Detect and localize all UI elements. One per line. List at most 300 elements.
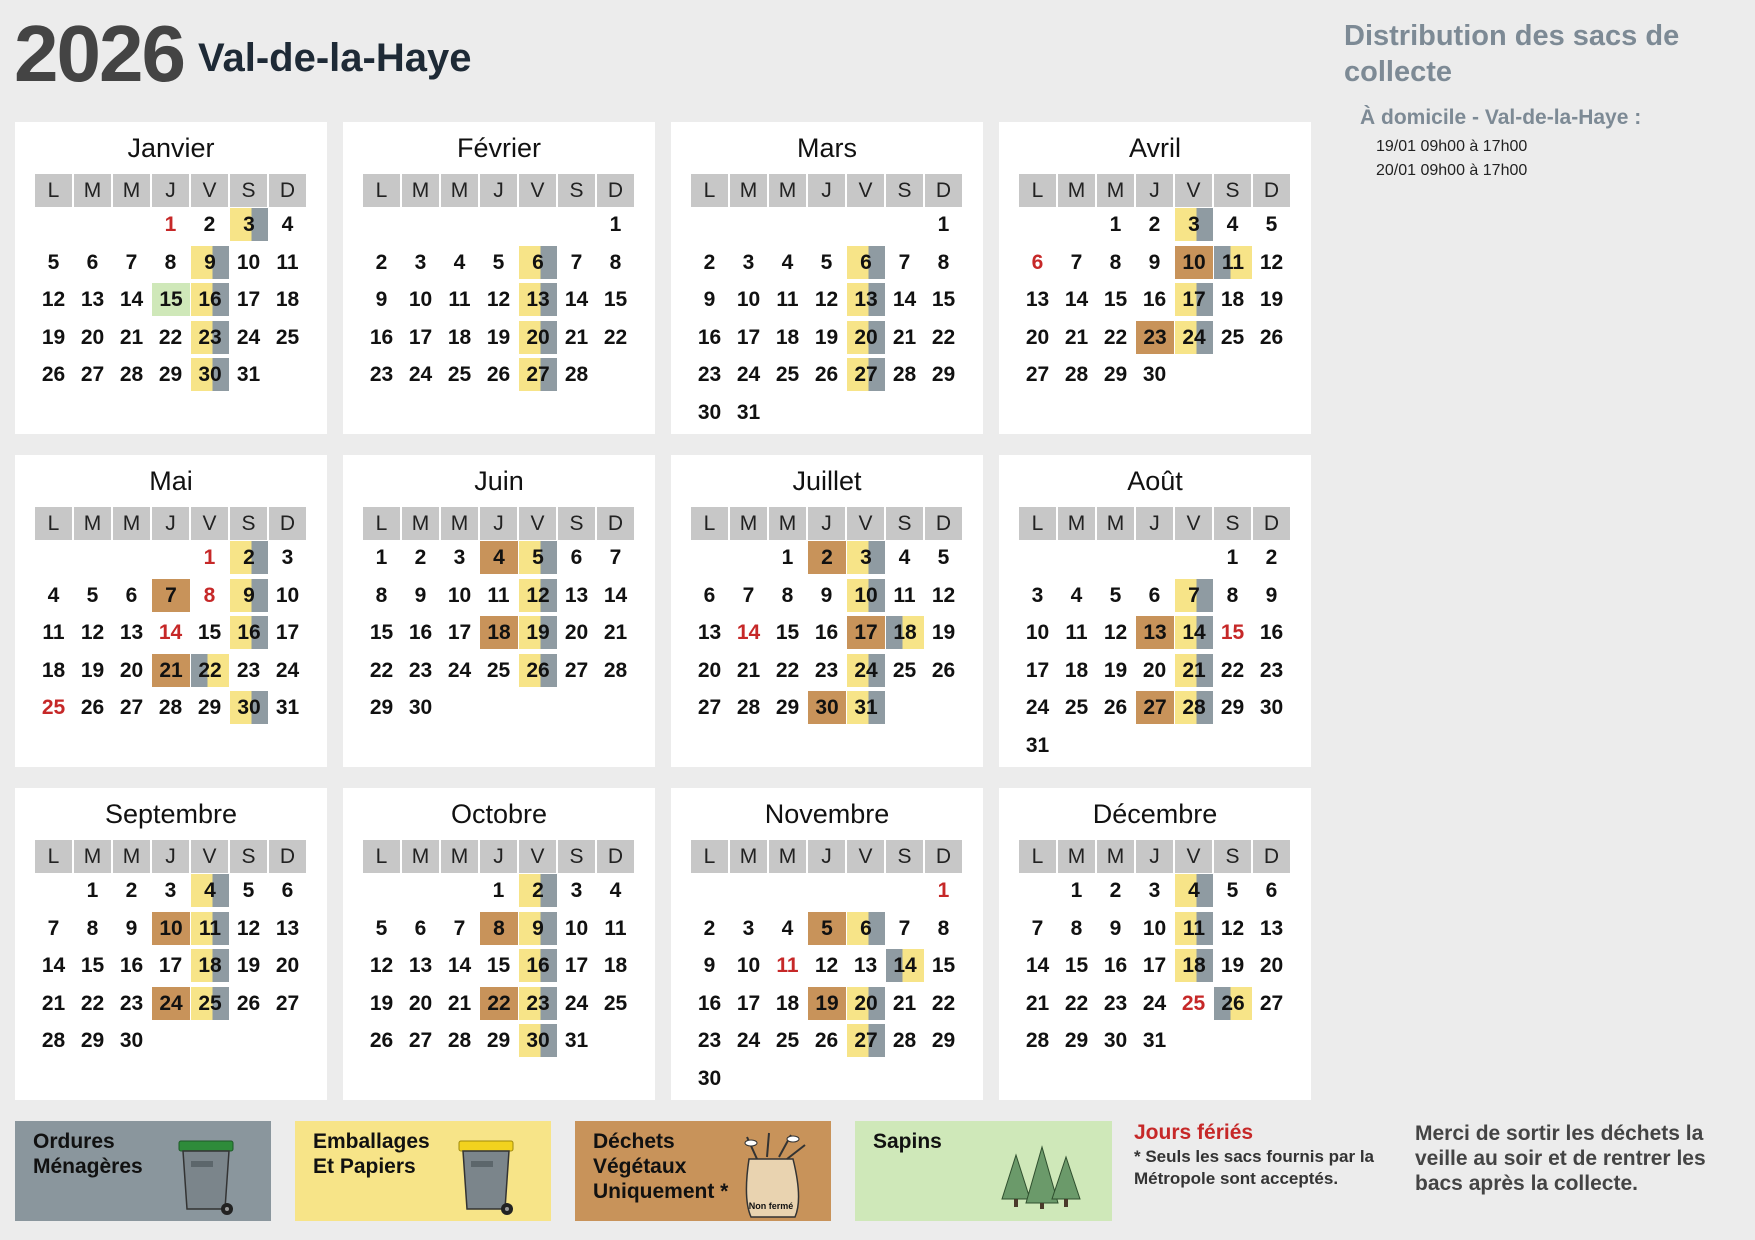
weekday-header: S	[886, 174, 923, 207]
day-cell: 27	[564, 658, 589, 682]
day-cell: 15	[931, 288, 956, 311]
day-cell: 17	[236, 288, 261, 311]
month-10	[343, 788, 655, 1100]
day-cell: 23	[408, 658, 433, 682]
day-cell: 23	[1103, 991, 1128, 1015]
day-cell: 27	[1136, 691, 1174, 724]
footer-note: Merci de sortir les déchets la veille au soir et de rentrer les bacs après la collecte.	[1415, 1122, 1706, 1195]
weekday-header: L	[363, 174, 400, 207]
day-cell: 29	[158, 363, 183, 386]
day-cell: 5	[242, 879, 255, 902]
day-cell: 5	[1226, 879, 1239, 902]
day-cell: 3	[1175, 208, 1213, 241]
day-cell: 22	[480, 987, 518, 1020]
day-cell: 30	[1142, 363, 1167, 386]
day-cell: 4	[453, 250, 466, 274]
day-cell: 20	[847, 321, 885, 354]
day-cell: 11	[776, 954, 799, 977]
day-cell: 1	[781, 546, 794, 569]
day-cell: 13	[408, 954, 433, 977]
day-cell: 17	[1175, 283, 1213, 316]
weekday-header: V	[519, 174, 556, 207]
day-cell: 29	[486, 1029, 511, 1052]
day-cell: 24	[847, 654, 885, 687]
weekday-header: L	[691, 507, 728, 540]
day-cell: 18	[1175, 949, 1213, 982]
day-cell: 5	[937, 546, 950, 569]
day-cell: 28	[892, 363, 917, 386]
day-cell: 30	[408, 696, 433, 719]
day-cell: 20	[119, 658, 144, 682]
day-cell: 3	[453, 546, 466, 569]
day-cell: 18	[480, 616, 518, 649]
day-cell: 21	[603, 621, 628, 644]
weekday-header: M	[74, 174, 111, 207]
day-cell: 1	[937, 879, 950, 902]
day-cell: 3	[414, 250, 427, 274]
day-cell: 16	[1259, 621, 1284, 644]
day-cell: 23	[697, 363, 722, 386]
weekday-header: M	[113, 174, 150, 207]
day-cell: 23	[519, 987, 557, 1020]
day-cell: 19	[1103, 658, 1128, 682]
weekday-header: D	[1253, 174, 1290, 207]
day-cell: 28	[158, 696, 183, 719]
day-cell: 19	[486, 325, 511, 349]
weekday-header: M	[113, 840, 150, 873]
weekday-header: J	[480, 507, 517, 540]
legend-ordures-menageres	[15, 1121, 271, 1221]
day-cell: 20	[80, 325, 105, 349]
weekday-header: M	[769, 507, 806, 540]
weekday-header: J	[1136, 174, 1173, 207]
day-cell: 19	[1220, 954, 1245, 977]
weekday-header: V	[1175, 507, 1212, 540]
weekday-header: S	[230, 174, 267, 207]
day-cell: 8	[609, 250, 622, 274]
day-cell: 18	[1220, 288, 1245, 311]
day-cell: 22	[80, 991, 105, 1015]
month-name: Mai	[149, 466, 193, 496]
day-cell: 1	[492, 879, 505, 902]
weekday-header: S	[886, 840, 923, 873]
day-cell: 15	[369, 621, 394, 644]
weekday-header: M	[730, 174, 767, 207]
day-cell: 15	[1103, 288, 1128, 311]
day-cell: 6	[1148, 583, 1161, 607]
day-cell: 20	[408, 991, 433, 1015]
weekday-header: J	[480, 840, 517, 873]
day-cell: 15	[197, 621, 222, 644]
day-cell: 18	[775, 325, 800, 349]
day-cell: 19	[80, 658, 105, 682]
day-cell: 2	[203, 213, 216, 236]
weekday-header: M	[1097, 174, 1134, 207]
day-cell: 29	[775, 696, 800, 719]
month-name: Juillet	[792, 466, 862, 496]
day-cell: 28	[736, 696, 761, 719]
weekday-header: V	[847, 507, 884, 540]
month-7	[671, 455, 983, 767]
day-cell: 14	[41, 954, 66, 977]
weekday-header: L	[35, 507, 72, 540]
weekday-header: M	[769, 174, 806, 207]
weekday-header: M	[1058, 174, 1095, 207]
day-cell: 1	[937, 213, 950, 236]
day-cell: 25	[775, 1029, 800, 1052]
weekday-header: M	[1097, 840, 1134, 873]
day-cell: 31	[1025, 733, 1050, 757]
month-12	[999, 788, 1311, 1100]
distribution-slot: 19/01 09h00 à 17h00	[1376, 138, 1528, 155]
day-cell: 23	[119, 991, 144, 1015]
day-cell: 29	[1220, 696, 1245, 719]
weekday-header: M	[1058, 507, 1095, 540]
day-cell: 6	[847, 246, 885, 279]
day-cell: 10	[1175, 246, 1213, 279]
day-cell: 24	[236, 325, 261, 349]
day-cell: 14	[119, 288, 144, 311]
day-cell: 29	[1064, 1029, 1089, 1052]
day-cell: 1	[1226, 546, 1239, 569]
day-cell: 18	[275, 288, 300, 311]
day-cell: 5	[492, 250, 505, 274]
day-cell: 11	[448, 288, 471, 311]
day-cell: 5	[808, 912, 846, 945]
day-cell: 22	[1064, 991, 1089, 1015]
legend-label: Ordures Ménagères	[33, 1130, 143, 1178]
day-cell: 27	[275, 991, 300, 1015]
month-4	[999, 122, 1311, 434]
day-cell: 2	[808, 541, 846, 574]
day-cell: 18	[775, 991, 800, 1015]
day-cell: 8	[375, 583, 388, 607]
day-cell: 16	[814, 621, 839, 644]
day-cell: 31	[236, 363, 261, 386]
day-cell: 6	[281, 879, 294, 902]
day-cell: 26	[236, 991, 261, 1015]
month-name: Janvier	[127, 133, 215, 163]
day-cell: 7	[152, 579, 190, 612]
day-cell: 12	[814, 288, 839, 311]
day-cell: 29	[931, 1029, 956, 1052]
weekday-header: M	[769, 840, 806, 873]
day-cell: 17	[1142, 954, 1167, 977]
day-cell: 28	[892, 1029, 917, 1052]
weekday-header: L	[1019, 174, 1056, 207]
day-cell: 25	[892, 658, 917, 682]
day-cell: 26	[931, 658, 956, 682]
day-cell: 28	[119, 363, 144, 386]
weekday-header: M	[1058, 840, 1095, 873]
weekday-header: L	[691, 840, 728, 873]
day-cell: 4	[1070, 583, 1083, 607]
day-cell: 4	[281, 213, 294, 236]
weekday-header: D	[597, 174, 634, 207]
distribution-slot: 20/01 09h00 à 17h00	[1376, 162, 1528, 179]
weekday-header: D	[269, 174, 306, 207]
weekday-header: M	[402, 840, 439, 873]
day-cell: 20	[697, 658, 722, 682]
weekday-header: J	[152, 174, 189, 207]
legend-sapins	[855, 1121, 1112, 1221]
day-cell: 8	[781, 583, 794, 607]
weekday-header: L	[35, 174, 72, 207]
month-name: Décembre	[1092, 799, 1218, 829]
legend-label: Sapins	[873, 1130, 942, 1153]
day-cell: 23	[236, 658, 261, 682]
day-cell: 24	[564, 991, 589, 1015]
day-cell: 23	[369, 363, 394, 386]
day-cell: 17	[275, 621, 300, 644]
day-cell: 4	[191, 874, 229, 907]
day-cell: 7	[1070, 250, 1083, 274]
day-cell: 4	[781, 250, 794, 274]
weekday-header: D	[1253, 507, 1290, 540]
day-cell: 13	[1136, 616, 1174, 649]
day-cell: 27	[697, 696, 722, 719]
day-cell: 6	[1265, 879, 1278, 902]
day-cell: 10	[736, 954, 761, 977]
day-cell: 20	[1142, 658, 1167, 682]
day-cell: 8	[937, 250, 950, 274]
month-name: Avril	[1128, 133, 1181, 163]
day-cell: 3	[1148, 879, 1161, 902]
day-cell: 26	[814, 363, 839, 386]
weekday-header: M	[730, 840, 767, 873]
day-cell: 13	[697, 621, 722, 644]
day-cell: 23	[697, 1029, 722, 1052]
day-cell: 27	[519, 358, 557, 391]
day-cell: 6	[519, 246, 557, 279]
day-cell: 25	[41, 696, 66, 719]
day-cell: 31	[736, 400, 761, 424]
day-cell: 17	[408, 325, 433, 349]
day-cell: 15	[152, 283, 190, 316]
day-cell: 11	[893, 583, 916, 607]
day-cell: 2	[1148, 213, 1161, 236]
weekday-header: V	[191, 840, 228, 873]
day-cell: 26	[1103, 696, 1128, 719]
weekday-header: V	[191, 174, 228, 207]
day-cell: 21	[1064, 325, 1089, 349]
weekday-header: M	[441, 174, 478, 207]
weekday-header: S	[230, 840, 267, 873]
day-cell: 19	[236, 954, 261, 977]
day-cell: 6	[414, 916, 427, 940]
day-cell: 3	[164, 879, 177, 902]
day-cell: 17	[158, 954, 183, 977]
day-cell: 13	[519, 283, 557, 316]
day-cell: 14	[1175, 616, 1213, 649]
day-cell: 29	[369, 696, 394, 719]
day-cell: 24	[1142, 991, 1167, 1015]
month-name: Février	[456, 133, 541, 163]
day-cell: 24	[447, 658, 472, 682]
day-cell: 26	[1214, 987, 1252, 1020]
weekday-header: M	[441, 840, 478, 873]
yellow-lid-bin-icon	[453, 1135, 523, 1217]
day-cell: 23	[1136, 321, 1174, 354]
grey-lid-bin-icon	[173, 1135, 243, 1217]
day-cell: 9	[125, 916, 138, 940]
day-cell: 8	[480, 912, 518, 945]
day-cell: 15	[931, 954, 956, 977]
day-cell: 16	[697, 325, 722, 349]
day-cell: 3	[570, 879, 583, 902]
weekday-header: D	[269, 840, 306, 873]
day-cell: 30	[519, 1024, 557, 1057]
day-cell: 29	[80, 1029, 105, 1052]
weekday-header: M	[113, 507, 150, 540]
day-cell: 24	[736, 1029, 761, 1052]
day-cell: 21	[119, 325, 144, 349]
day-cell: 14	[603, 583, 628, 607]
month-name: Août	[1127, 466, 1183, 496]
day-cell: 10	[447, 583, 472, 607]
day-cell: 27	[847, 358, 885, 391]
day-cell: 28	[603, 658, 628, 682]
day-cell: 17	[1025, 658, 1050, 682]
weekday-header: V	[519, 507, 556, 540]
day-cell: 25	[191, 987, 229, 1020]
day-cell: 7	[898, 916, 911, 940]
day-cell: 10	[236, 250, 261, 274]
weekday-header: J	[1136, 840, 1173, 873]
day-cell: 14	[1025, 954, 1050, 977]
day-cell: 6	[570, 546, 583, 569]
day-cell: 4	[898, 546, 911, 569]
day-cell: 21	[41, 991, 66, 1015]
day-cell: 24	[1175, 321, 1213, 354]
weekday-header: V	[1175, 840, 1212, 873]
day-cell: 10	[275, 583, 300, 607]
day-cell: 4	[47, 583, 60, 607]
day-cell: 5	[375, 916, 388, 940]
weekday-header: L	[35, 840, 72, 873]
weekday-header: D	[269, 507, 306, 540]
day-cell: 30	[1103, 1029, 1128, 1052]
day-cell: 23	[191, 321, 229, 354]
day-cell: 13	[564, 583, 589, 607]
weekday-header: J	[480, 174, 517, 207]
day-cell: 10	[152, 912, 190, 945]
day-cell: 22	[1103, 325, 1128, 349]
day-cell: 28	[41, 1029, 66, 1052]
day-cell: 17	[564, 954, 589, 977]
day-cell: 22	[1220, 658, 1245, 682]
day-cell: 26	[1259, 325, 1284, 349]
weekday-header: V	[519, 840, 556, 873]
day-cell: 16	[119, 954, 144, 977]
weekday-header: D	[597, 840, 634, 873]
day-cell: 12	[1103, 621, 1128, 644]
day-cell: 10	[564, 916, 589, 940]
day-cell: 24	[275, 658, 300, 682]
day-cell: 23	[814, 658, 839, 682]
day-cell: 12	[369, 954, 394, 977]
day-cell: 29	[931, 363, 956, 386]
day-cell: 25	[1181, 991, 1206, 1015]
day-cell: 5	[47, 250, 60, 274]
day-cell: 30	[697, 1066, 722, 1090]
day-cell: 9	[820, 583, 833, 607]
month-name: Juin	[474, 466, 524, 496]
day-cell: 5	[1265, 213, 1278, 236]
day-cell: 1	[375, 546, 388, 569]
weekday-header: M	[730, 507, 767, 540]
weekday-header: D	[1253, 840, 1290, 873]
day-cell: 7	[1175, 579, 1213, 612]
weekday-header: D	[925, 507, 962, 540]
bag-text: Non fermé	[748, 1201, 794, 1211]
month-name: Novembre	[764, 799, 890, 829]
day-cell: 31	[275, 696, 300, 719]
day-cell: 2	[125, 879, 138, 902]
day-cell: 30	[808, 691, 846, 724]
day-cell: 19	[808, 987, 846, 1020]
day-cell: 28	[1175, 691, 1213, 724]
day-cell: 21	[1025, 991, 1050, 1015]
day-cell: 2	[414, 546, 427, 569]
weekday-header: J	[152, 840, 189, 873]
day-cell: 8	[1109, 250, 1122, 274]
day-cell: 10	[408, 288, 433, 311]
day-cell: 6	[703, 583, 716, 607]
day-cell: 14	[447, 954, 472, 977]
month-5	[15, 455, 327, 767]
day-cell: 13	[275, 916, 300, 940]
day-cell: 27	[1025, 363, 1050, 386]
day-cell: 11	[604, 916, 627, 940]
day-cell: 19	[519, 616, 557, 649]
day-cell: 9	[703, 954, 716, 977]
month-2	[343, 122, 655, 434]
month-name: Mars	[797, 133, 857, 163]
day-cell: 19	[1259, 288, 1284, 311]
day-cell: 26	[519, 654, 557, 687]
day-cell: 26	[814, 1029, 839, 1052]
day-cell: 9	[1148, 250, 1161, 274]
day-cell: 22	[191, 654, 229, 687]
day-cell: 31	[1142, 1029, 1167, 1052]
day-cell: 5	[86, 583, 99, 607]
day-cell: 1	[1070, 879, 1083, 902]
day-cell: 18	[447, 325, 472, 349]
weekday-header: M	[74, 507, 111, 540]
weekday-header: S	[558, 174, 595, 207]
day-cell: 2	[703, 250, 716, 274]
day-cell: 22	[931, 991, 956, 1015]
day-cell: 8	[1070, 916, 1083, 940]
day-cell: 2	[1265, 546, 1278, 569]
day-cell: 28	[1025, 1029, 1050, 1052]
day-cell: 14	[158, 621, 183, 644]
day-cell: 14	[564, 288, 589, 311]
day-cell: 9	[414, 583, 427, 607]
weekday-header: S	[230, 507, 267, 540]
day-cell: 11	[276, 250, 299, 274]
day-cell: 10	[1025, 621, 1050, 644]
day-cell: 17	[447, 621, 472, 644]
weekday-header: V	[191, 507, 228, 540]
day-cell: 2	[1109, 879, 1122, 902]
day-cell: 14	[892, 288, 917, 311]
day-cell: 18	[886, 616, 924, 649]
day-cell: 22	[775, 658, 800, 682]
distribution-title: Distribution des sacs de collecte	[1344, 20, 1680, 88]
day-cell: 25	[775, 363, 800, 386]
